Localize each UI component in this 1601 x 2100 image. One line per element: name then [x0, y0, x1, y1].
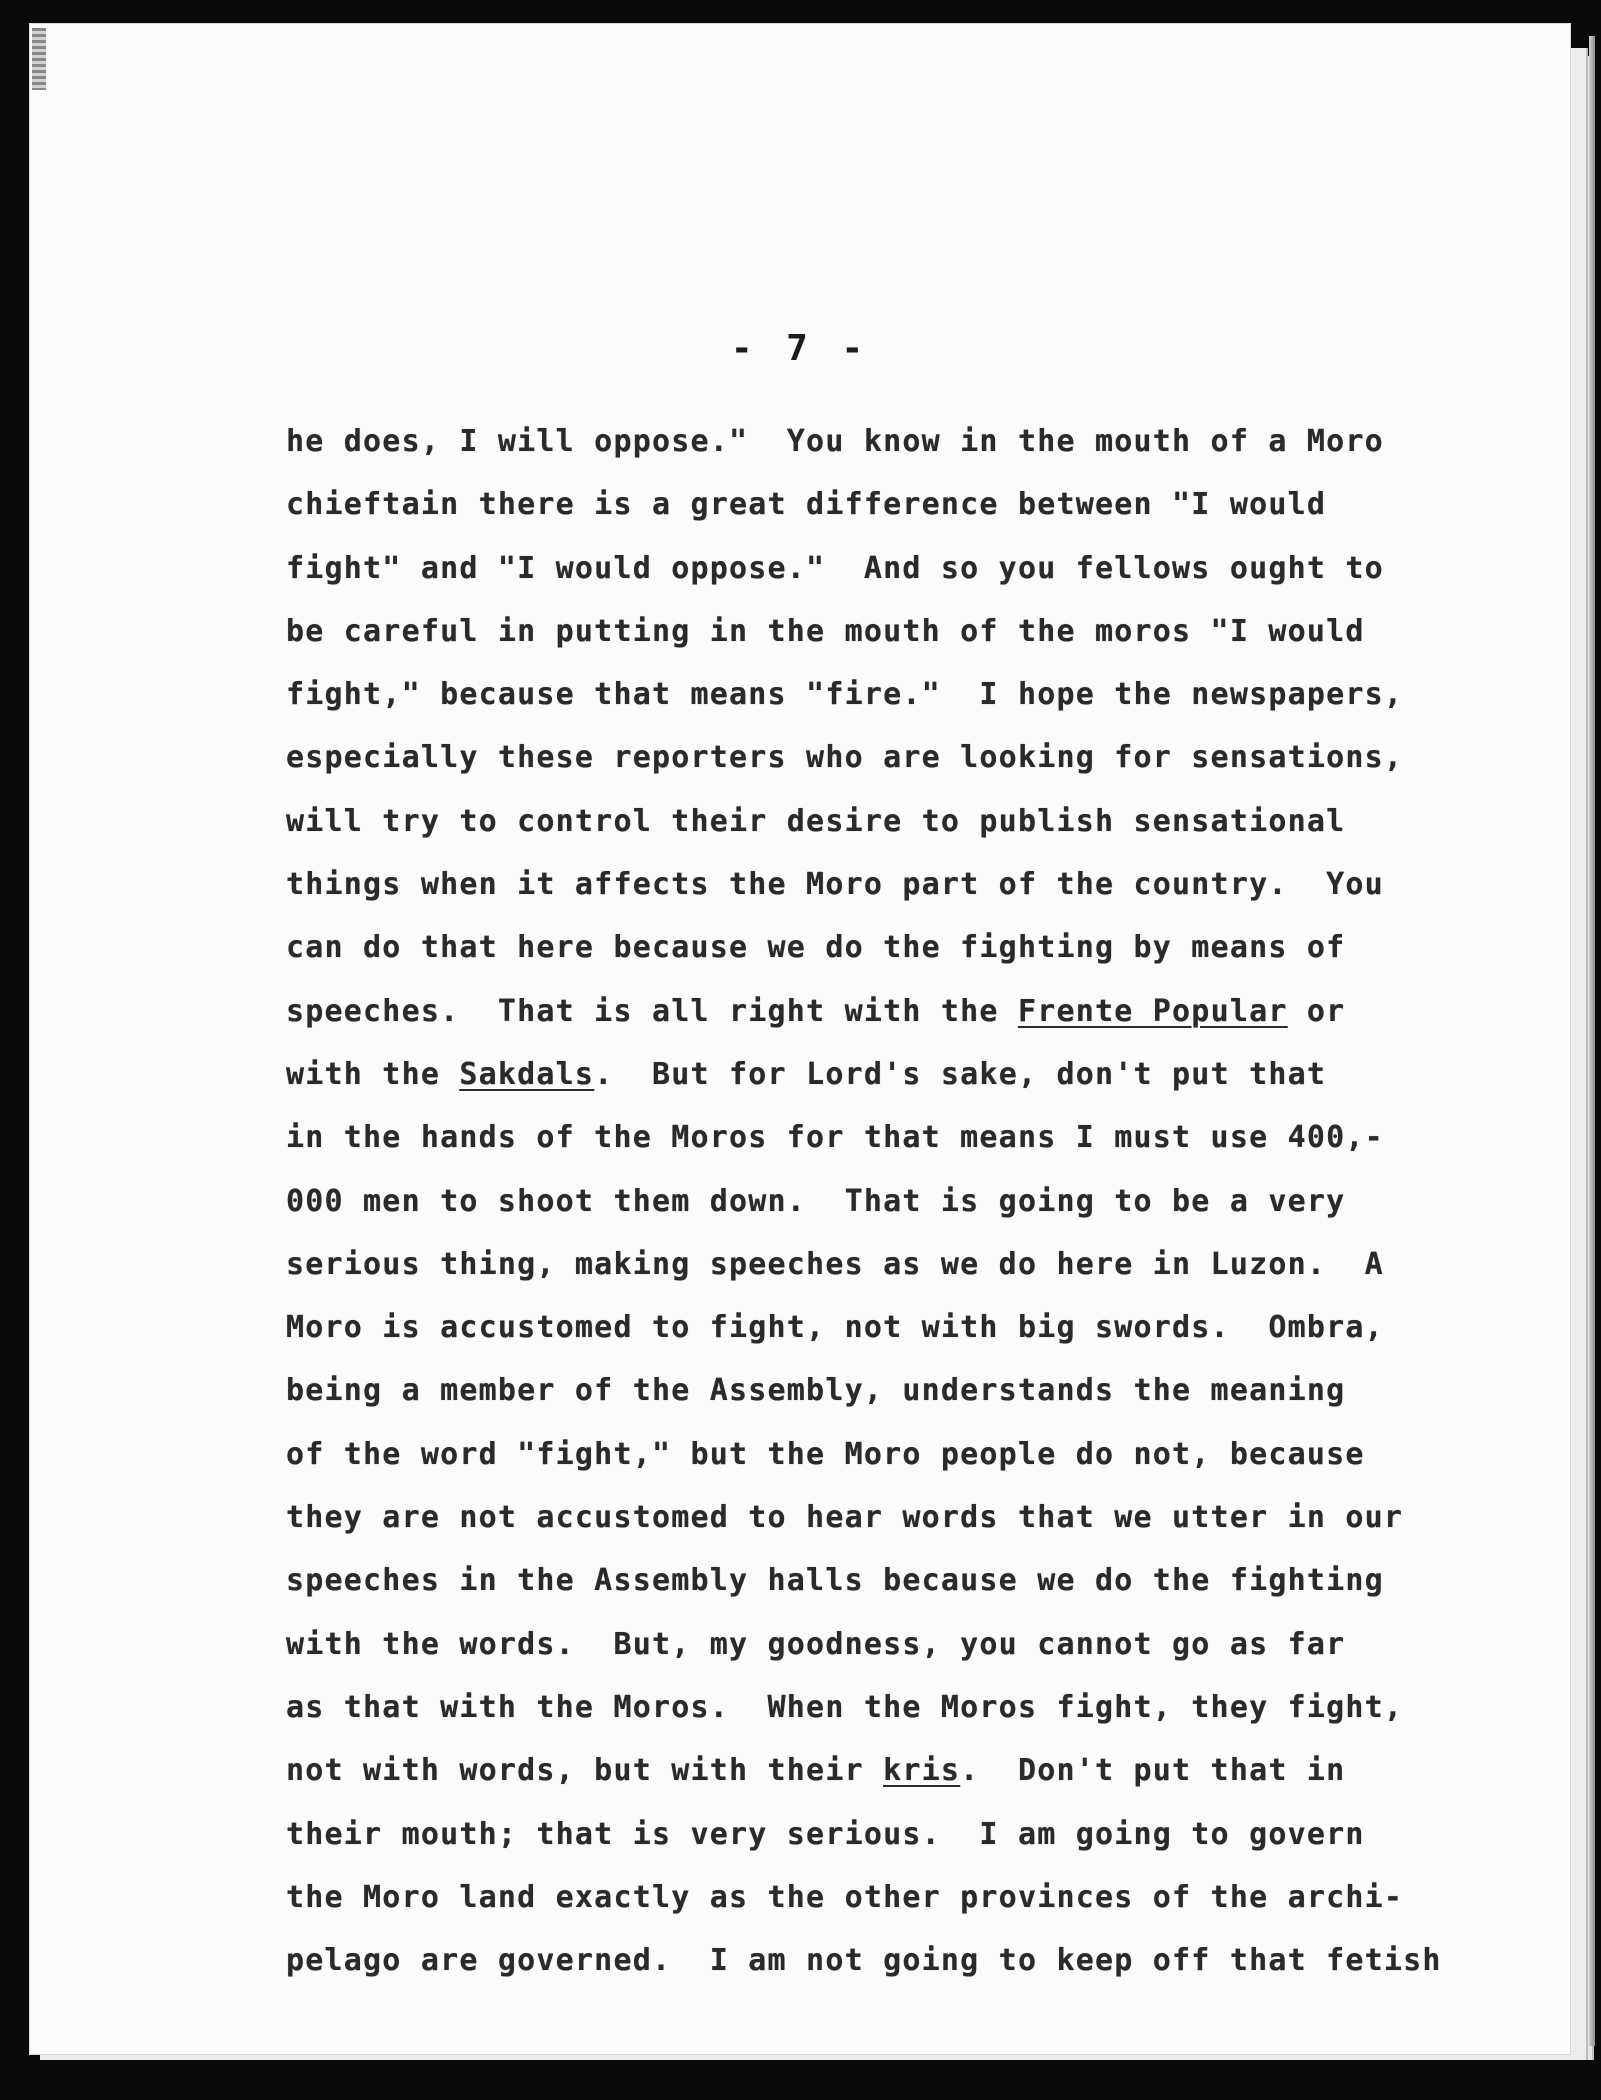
- text-line: [286, 1057, 1486, 1120]
- text-line: can do that here because we do the fighting by means of: [286, 930, 1346, 966]
- underlined-term-kris: kris: [883, 1753, 961, 1789]
- text-line: their mouth; that is very serious. I am going to govern: [286, 1816, 1365, 1852]
- body-text: [286, 424, 1486, 2006]
- text-line: Moro is accustomed to fight, not with big swords. Ombra,: [286, 1310, 1384, 1346]
- text-line: things when it affects the Moro part of the country. You: [286, 867, 1384, 903]
- line-text: with the: [286, 1056, 460, 1092]
- line-text: . But for Lord's sake, don't put that: [594, 1056, 1327, 1092]
- text-line: [286, 1753, 1486, 1816]
- text-line: serious thing, making speeches as we do here in Luzon. A: [286, 1246, 1384, 1282]
- text-line: fight," because that means "fire." I hope the newspapers,: [286, 677, 1404, 713]
- binding-mark: [32, 28, 46, 90]
- text-line: of the word "fight," but the Moro people do not, because: [286, 1436, 1365, 1472]
- text-line: 000 men to shoot them down. That is going to be a very: [286, 1183, 1346, 1219]
- text-line: will try to control their desire to publish sensational: [286, 803, 1346, 839]
- text-line: the Moro land exactly as the other provinces of the archi-: [286, 1879, 1404, 1915]
- text-line: especially these reporters who are looking for sensations,: [286, 740, 1404, 776]
- text-line: being a member of the Assembly, understands the meaning: [286, 1373, 1346, 1409]
- text-line: with the words. But, my goodness, you cannot go as far: [286, 1626, 1346, 1662]
- line-text: or: [1287, 993, 1346, 1029]
- text-line: chieftain there is a great difference between "I would: [286, 487, 1327, 523]
- text-line: as that with the Moros. When the Moros fight, they fight,: [286, 1689, 1404, 1725]
- page-number: - 7 -: [730, 328, 870, 369]
- text-line: pelago are governed. I am not going to keep off that fetish: [286, 1943, 1442, 1979]
- text-line: in the hands of the Moros for that means I must use 400,-: [286, 1120, 1384, 1156]
- underlined-term-frente-popular: Frente Popular: [1017, 993, 1288, 1029]
- underlined-term-sakdals: Sakdals: [459, 1056, 595, 1092]
- text-line: he does, I will oppose." You know in the mouth of a Moro: [286, 424, 1384, 459]
- text-line: they are not accustomed to hear words that we utter in our: [286, 1500, 1404, 1536]
- line-text: speeches. That is all right with the: [286, 993, 1018, 1029]
- line-text: . Don't put that in: [960, 1753, 1346, 1789]
- text-line: be careful in putting in the mouth of the moros "I would: [286, 613, 1365, 649]
- text-line: fight" and "I would oppose." And so you fellows ought to: [286, 550, 1384, 586]
- text-line: [286, 994, 1486, 1057]
- page-edge-shadow: [1589, 36, 1595, 2046]
- text-line: speeches in the Assembly halls because we do the fighting: [286, 1563, 1384, 1599]
- document-page: [30, 24, 1570, 2054]
- line-text: not with words, but with their: [286, 1753, 884, 1789]
